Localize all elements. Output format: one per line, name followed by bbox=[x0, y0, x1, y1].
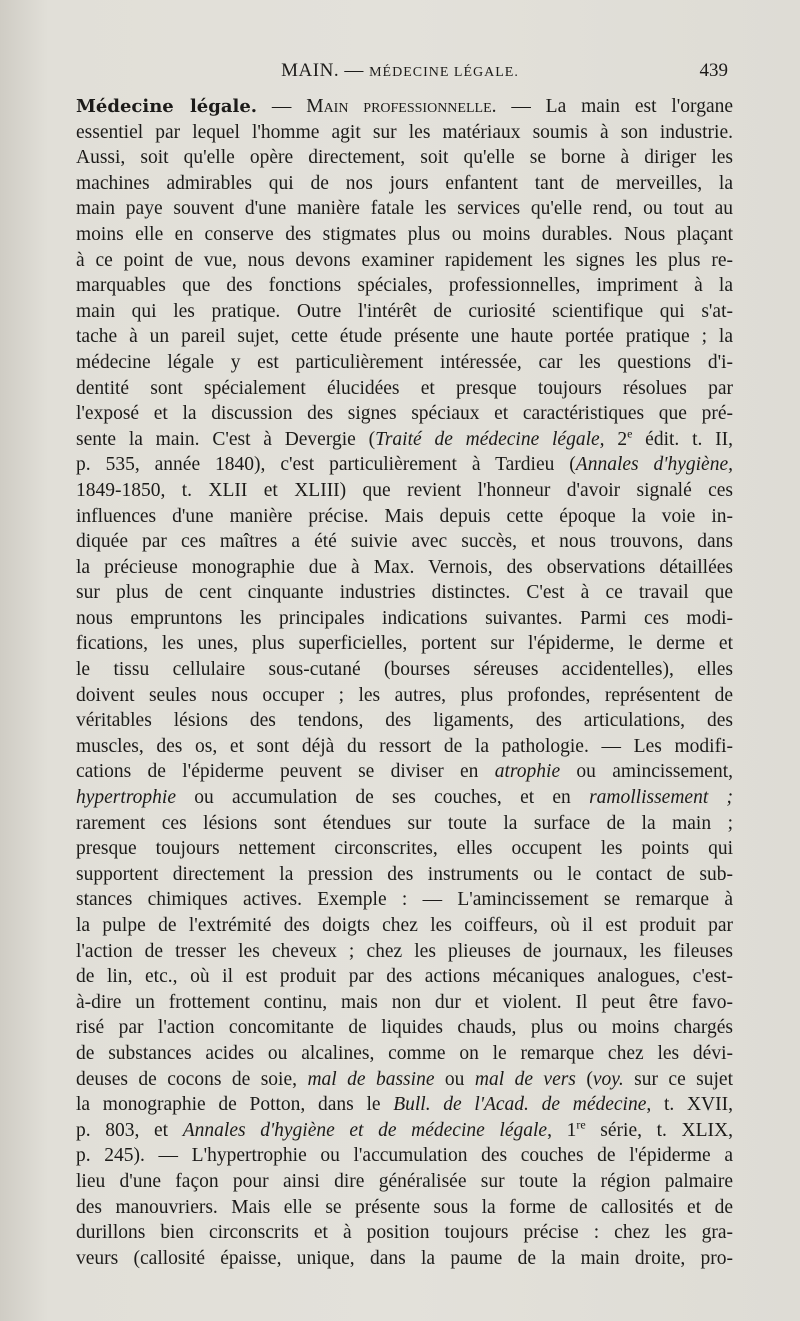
text-line: véritables lésions des tendons, des ligaments, des articulations, des bbox=[76, 710, 733, 732]
text-line: essentiel par lequel l'homme agit sur les matériaux soumis à son industrie. bbox=[76, 121, 733, 143]
text-line: influences d'une manière précise. Mais depuis cette époque la voie in- bbox=[76, 505, 733, 527]
text-line: médecine légale y est particulièrement intéressée, car les questions d'i- bbox=[76, 351, 733, 373]
text-line: la pulpe de l'extrémité des doigts chez les coiffeurs, où il est produit par bbox=[76, 915, 733, 936]
text-line: marquables que des fonctions spéciales, professionnelles, impriment à la bbox=[76, 275, 733, 297]
text-line: nous empruntons les principales indications suivantes. Parmi ces modi- bbox=[76, 607, 733, 629]
section-title: Main professionnelle. bbox=[306, 96, 497, 117]
text-line: presque toujours nettement circonscrites, elles occupent les points qui bbox=[76, 838, 733, 860]
text-line: risé par l'action concomitante de liquides chauds, plus ou moins chargés bbox=[76, 1017, 733, 1039]
text-line: p. 803, et Annales d'hygiène et de médecine légale, 1re série, t. XLIX, bbox=[76, 1117, 733, 1141]
text-line: veurs (callosité épaisse, unique, dans la paume de la main droite, pro- bbox=[76, 1247, 733, 1269]
text-line: sur plus de cent cinquante industries distinctes. C'est à ce travail que bbox=[76, 582, 733, 604]
text-line: stances chimiques actives. Exemple : — L'amincissement se remarque à bbox=[76, 889, 733, 911]
text-line: le tissu cellulaire sous-cutané (bourses séreuses accidentelles), elles bbox=[76, 659, 733, 681]
text-line: lieu d'une façon pour ainsi dire généralisée sur toute la région palmaire bbox=[76, 1170, 733, 1192]
text-line: cations de l'épiderme peuvent se diviser en atrophie ou amincissement, bbox=[76, 761, 733, 783]
text-line: dentité sont spécialement élucidées et presque toujours résolues par bbox=[76, 377, 733, 399]
text-line: 1849-1850, t. XLII et XLIII) que revient l'honneur d'avoir signalé ces bbox=[76, 479, 733, 501]
text-line: main qui les pratique. Outre l'intérêt de curiosité scientifique qui s'at- bbox=[76, 300, 733, 322]
text-line: supportent directement la pression des instruments ou le contact de sub- bbox=[76, 863, 733, 885]
text-line: muscles, des os, et sont déjà du ressort de la pathologie. — Les modifi- bbox=[76, 735, 733, 757]
text-line: hypertrophie ou accumulation de ses couches, et en ramollissement ; bbox=[76, 787, 733, 809]
text-line: main paye souvent d'une manière fatale les services qu'elle rend, ou tout au bbox=[76, 198, 733, 220]
running-head bbox=[0, 58, 800, 86]
page-number: 439 bbox=[699, 60, 728, 81]
text-line: Médecine légale. — Main professionnelle. — La main est l'organe bbox=[76, 96, 733, 117]
text-line: de substances acides ou alcalines, comme on le remarque chez les dévi- bbox=[76, 1042, 733, 1064]
text-line: deuses de cocons de soie, mal de bassine ou mal de vers (voy. sur ce sujet bbox=[76, 1068, 733, 1090]
text-line: à ce point de vue, nous devons examiner rapidement les signes les plus re- bbox=[76, 249, 733, 271]
title-separator: — bbox=[344, 60, 364, 81]
text-line: moins elle en conserve des stigmates plus ou moins durables. Nous plaçant bbox=[76, 223, 733, 245]
text-line: de lin, etc., où il est produit par des actions mécaniques analogues, c'est- bbox=[76, 966, 733, 988]
text-line: rarement ces lésions sont étendues sur toute la surface de la main ; bbox=[76, 812, 733, 834]
text-line: p. 245). — L'hypertrophie ou l'accumulation des couches de l'épiderme a bbox=[76, 1145, 733, 1167]
text-line: machines admirables qui de nos jours enfantent tant de merveilles, la bbox=[76, 172, 733, 194]
text-line: p. 535, année 1840), c'est particulièrement à Tardieu (Annales d'hygiène, bbox=[76, 454, 733, 476]
text-line: à-dire un frottement continu, mais non dur et violent. Il peut être favo- bbox=[76, 991, 733, 1013]
text-line: l'exposé et la discussion des signes spéciaux et caractéristiques que pré- bbox=[76, 403, 733, 425]
text-line: l'action de tresser les cheveux ; chez les plieuses de journaux, les fileuses bbox=[76, 940, 733, 962]
running-title bbox=[0, 60, 800, 82]
text-line: diquée par ces maîtres a été suivie avec succès, et nous trouvons, dans bbox=[76, 531, 733, 553]
article-body bbox=[76, 94, 733, 1271]
text-line: la monographie de Potton, dans le Bull. de l'Acad. de médecine, t. XVII, bbox=[76, 1094, 733, 1116]
text-line: fications, les unes, plus superficielles, portent sur l'épiderme, le derme et bbox=[76, 633, 733, 655]
title-main: MAIN. bbox=[281, 60, 340, 81]
text-line: des manouvriers. Mais elle se présente sous la forme de callosités et de bbox=[76, 1196, 733, 1218]
text-line: sente la main. C'est à Devergie (Traité de médecine légale, 2e édit. t. II, bbox=[76, 426, 733, 450]
text-line: la précieuse monographie due à Max. Vernois, des observations détaillées bbox=[76, 556, 733, 578]
text-line: Aussi, soit qu'elle opère directement, soit qu'elle se borne à diriger les bbox=[76, 147, 733, 169]
title-sub: MÉDECINE LÉGALE. bbox=[369, 65, 519, 80]
article-lead: Médecine légale. bbox=[76, 96, 258, 117]
text-line: durillons bien circonscrits et à position toujours précise : chez les gra- bbox=[76, 1222, 733, 1244]
text-line: doivent seules nous occuper ; les autres, plus profondes, représentent de bbox=[76, 684, 733, 706]
text-line: tache à un pareil sujet, cette étude présente une haute portée pratique ; la bbox=[76, 326, 733, 348]
